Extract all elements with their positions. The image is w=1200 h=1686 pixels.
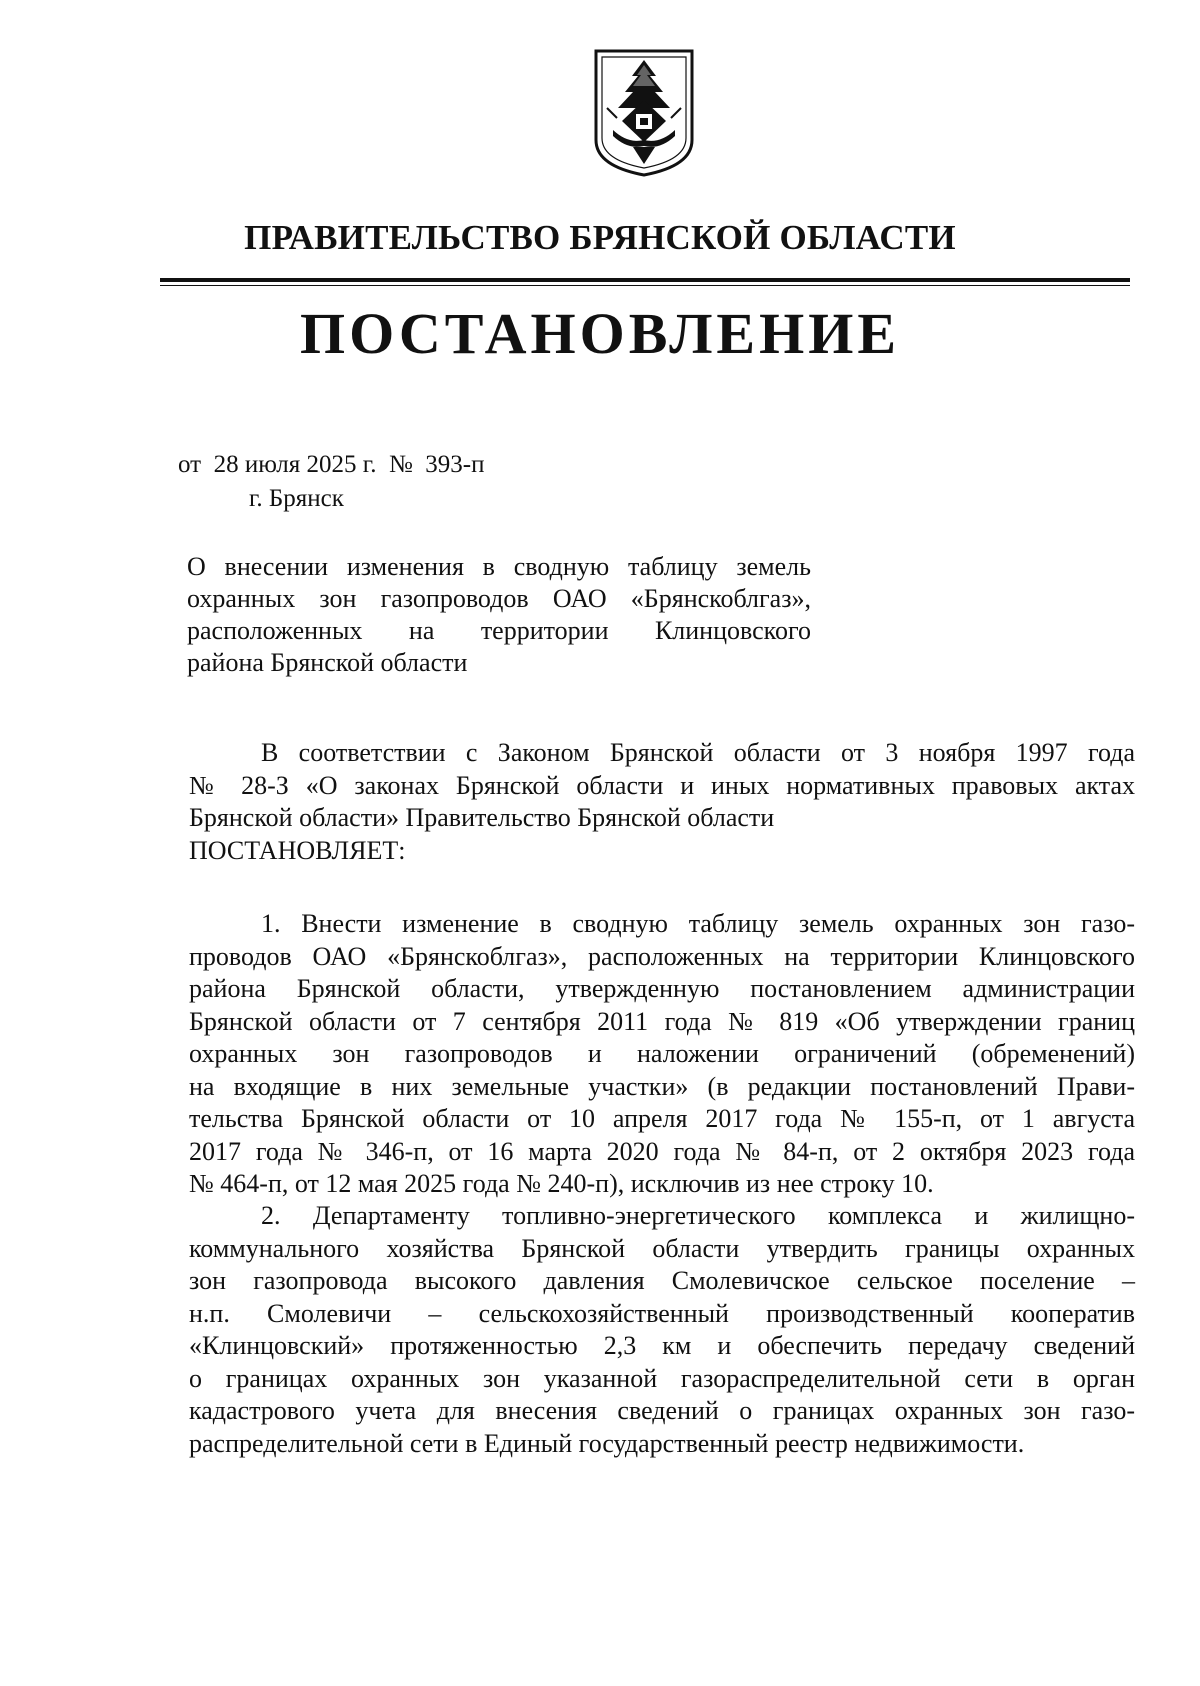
preamble-paragraph: [189, 737, 1135, 867]
item-2-line: н.п. Смолевичи – сельскохозяйственный производственный кооператив: [189, 1298, 1135, 1328]
item-2-line: о границах охранных зон указанной газораспределительной сети в орган: [189, 1363, 1135, 1393]
item-2-line: коммунального хозяйства Брянской области утвердить границы охранных: [189, 1233, 1135, 1263]
item-2-line: 2. Департаменту топливно-энергетического комплекса и жилищно-: [261, 1201, 1135, 1230]
subject-line: О внесении изменения в сводную таблицу земель: [187, 552, 811, 581]
item-1-line: Брянской области от 7 сентября 2011 года № 819 «Об утверждении границ: [189, 1006, 1135, 1036]
coat-of-arms-emblem: [593, 48, 695, 178]
document-type-title: ПОСТАНОВЛЕНИЕ: [299, 301, 901, 366]
header-divider-thick: [160, 278, 1130, 282]
subject-line: района Брянской области: [187, 648, 468, 677]
header-divider-thin: [160, 285, 1130, 286]
organization-title: ПРАВИТЕЛЬСТВО БРЯНСКОЙ ОБЛАСТИ: [244, 218, 956, 257]
subject-line: охранных зон газопроводов ОАО «Брянскоблгаз»,: [187, 584, 811, 613]
resolves-heading: ПОСТАНОВЛЯЕТ:: [189, 835, 406, 865]
preamble-line: В соответствии с Законом Брянской области от 3 ноября 1997 года: [261, 738, 1135, 767]
item-2-line: зон газопровода высокого давления Смолевичское сельское поселение –: [189, 1266, 1135, 1295]
item-2-line: распределительной сети в Единый государственный реестр недвижимости.: [189, 1428, 1025, 1458]
item-2-line: «Клинцовский» протяженностью 2,3 км и обеспечить передачу сведений: [189, 1331, 1135, 1360]
item-2-paragraph: [189, 1200, 1135, 1460]
document-subject: [187, 551, 811, 679]
item-1-line: тельства Брянской области от 10 апреля 2017 года № 155-п, от 1 августа: [189, 1104, 1135, 1133]
subject-line: расположенных на территории Клинцовского: [187, 616, 811, 645]
item-1-line: проводов ОАО «Брянскоблгаз», расположенных на территории Клинцовского: [189, 941, 1135, 971]
item-1-line: № 464-п, от 12 мая 2025 года № 240-п), исключив из нее строку 10.: [189, 1169, 934, 1198]
preamble-line: Брянской области» Правительство Брянской области: [189, 803, 775, 832]
document-city: г. Брянск: [249, 485, 344, 512]
item-1-line: района Брянской области, утвержденную постановлением администрации: [189, 974, 1135, 1003]
item-1-paragraph: [189, 908, 1135, 1201]
item-1-line: 1. Внести изменение в сводную таблицу земель охранных зон газо-: [261, 909, 1135, 938]
preamble-line: № 28-З «О законах Брянской области и иных нормативных правовых актах: [189, 770, 1135, 800]
document-date-number: от 28 июля 2025 г. № 393-п: [178, 451, 485, 478]
item-1-line: на входящие в них земельные участки» (в редакции постановлений Прави-: [189, 1071, 1135, 1101]
item-1-line: 2017 года № 346-п, от 16 марта 2020 года № 84-п, от 2 октября 2023 года: [189, 1136, 1135, 1166]
item-1-line: охранных зон газопроводов и наложении ограничений (обременений): [189, 1039, 1135, 1068]
item-2-line: кадастрового учета для внесения сведений о границах охранных зон газо-: [189, 1396, 1135, 1425]
